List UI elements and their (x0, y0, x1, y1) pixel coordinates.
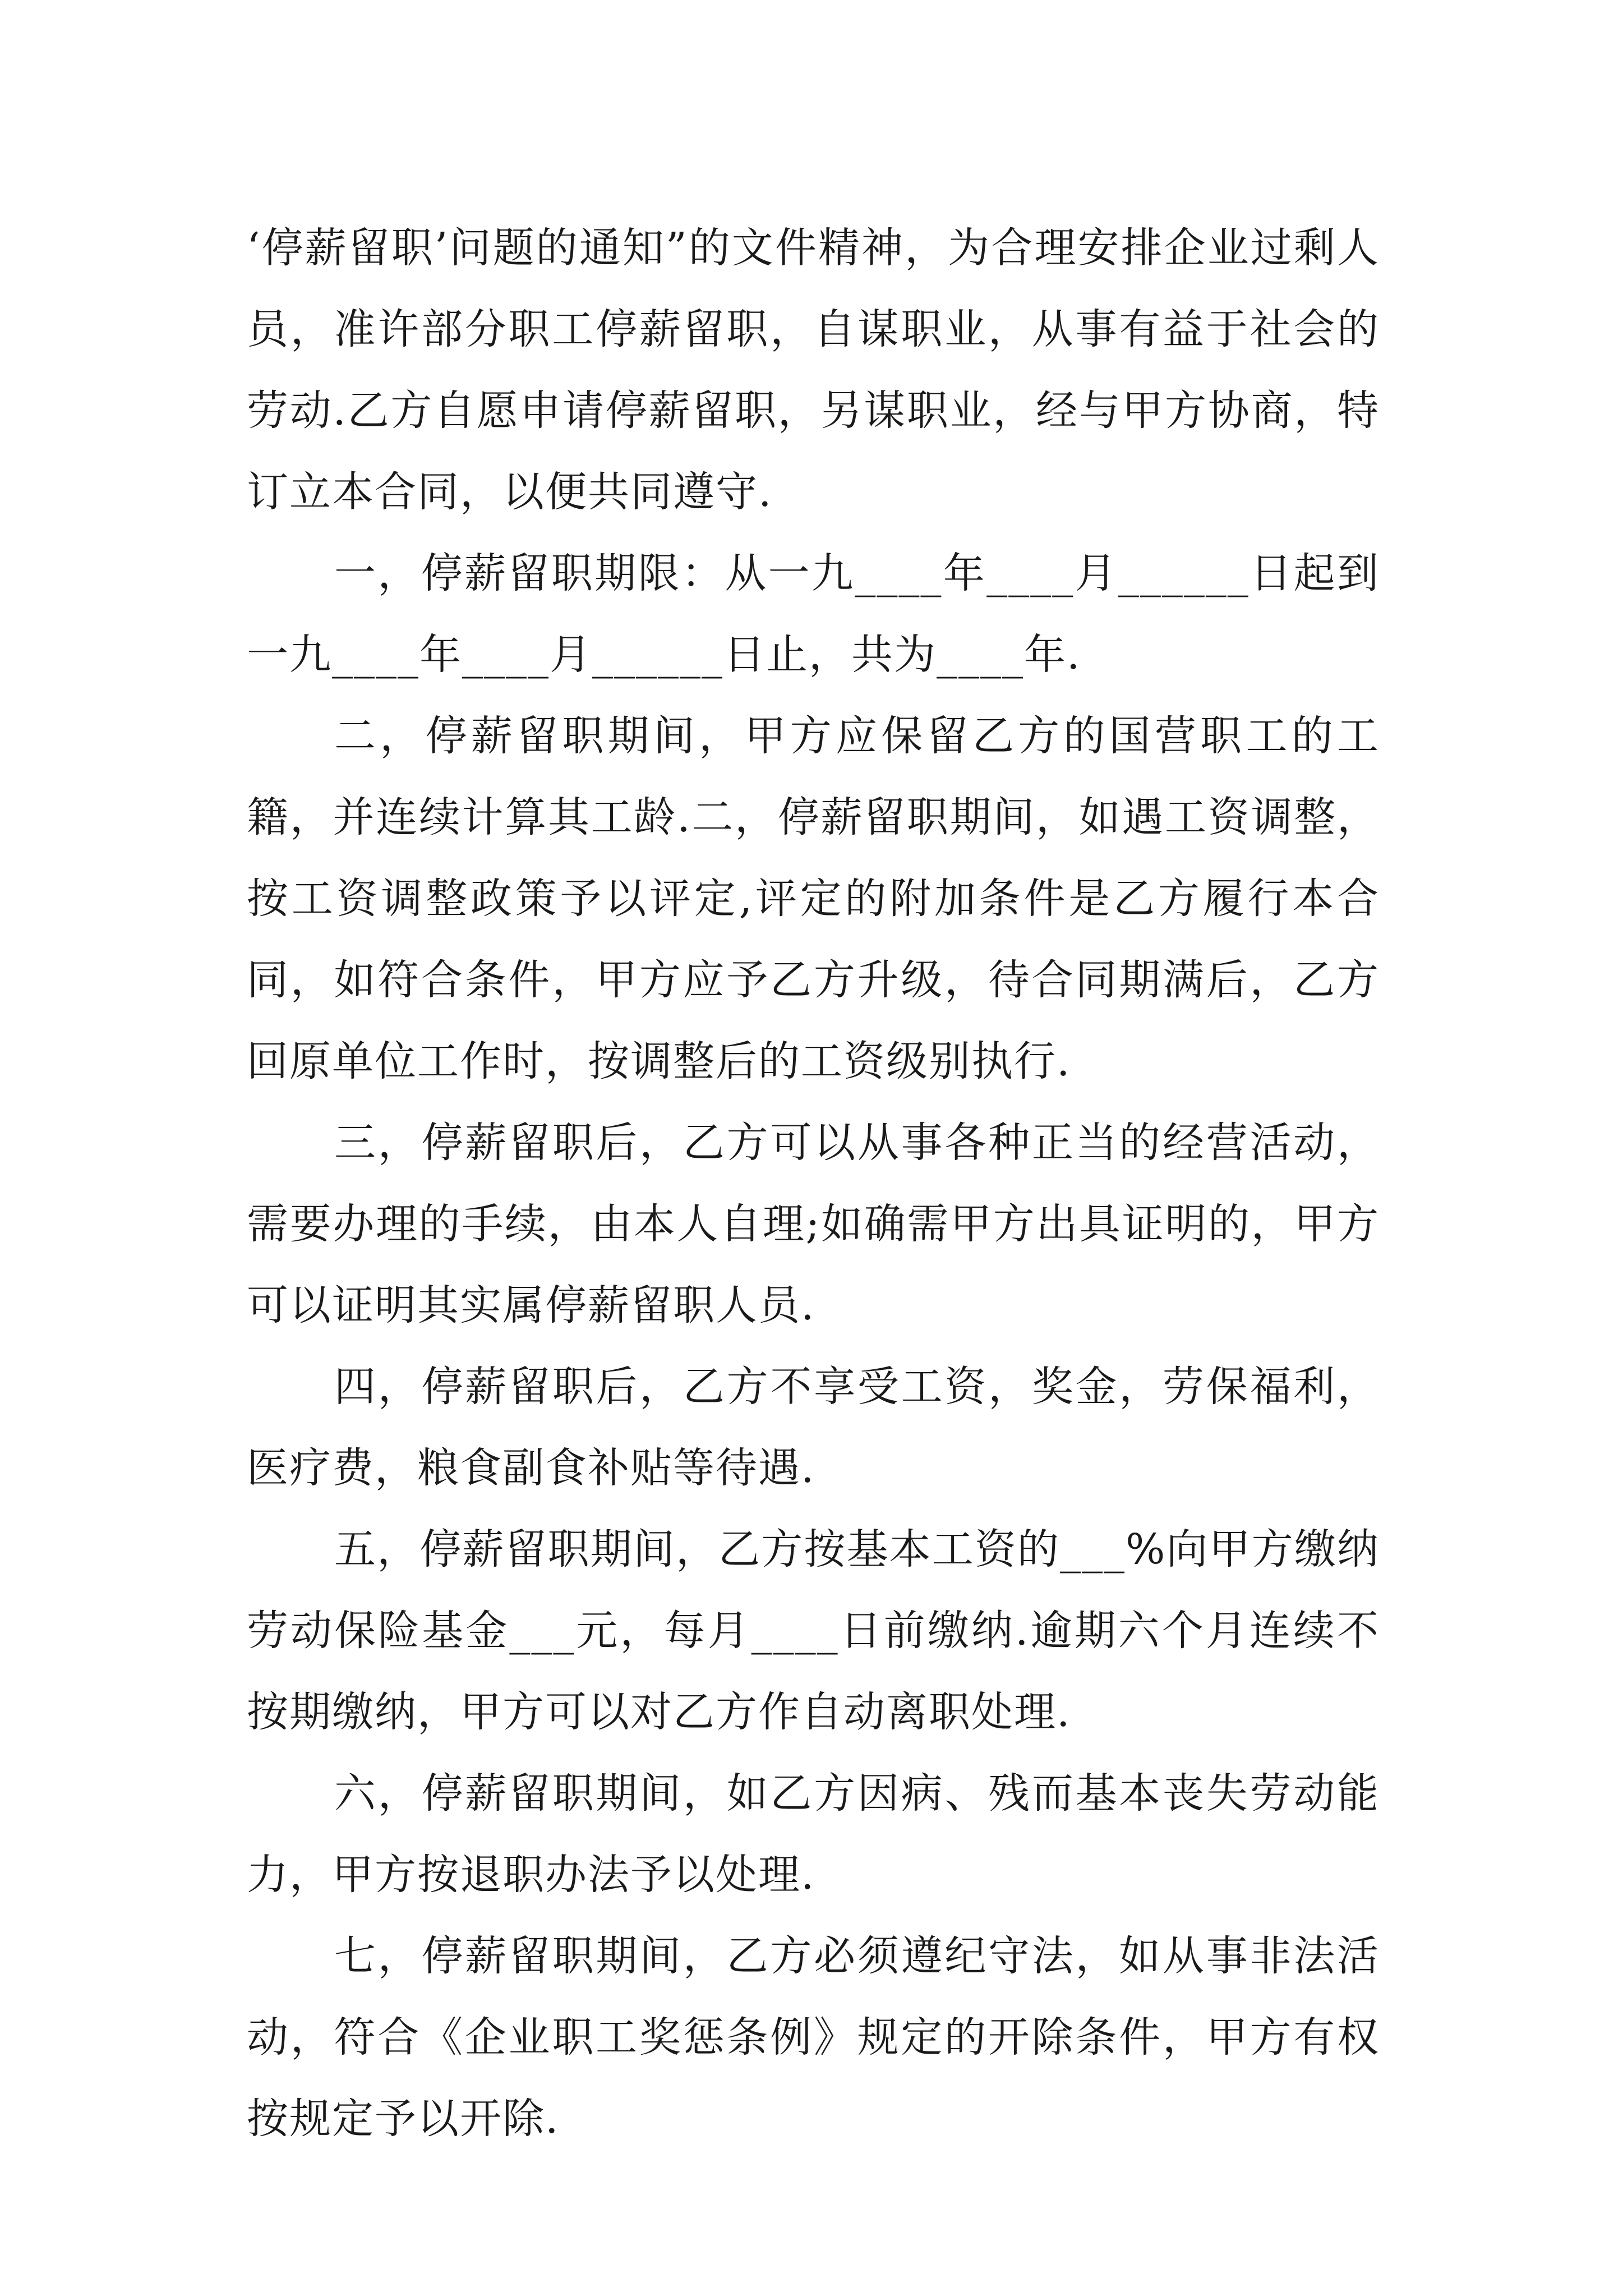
paragraph-clause-1: 一，停薪留职期限：从一九____年____月______日起到一九____年____月______日止，共为____年. (247, 549, 1380, 679)
paragraph-clause-4: 四，停薪留职后，乙方不享受工资，奖金，劳保福利，医疗费，粮食副食补贴等待遇. (247, 1363, 1380, 1492)
paragraph-clause-5: 五，停薪留职期间，乙方按基本工资的___%向甲方缴纳劳动保险基金___元，每月____日前缴纳.逾期六个月连续不按期缴纳，甲方可以对乙方作自动离职处理. (247, 1525, 1380, 1736)
paragraph-preamble: ‘停薪留职’问题的通知”的文件精神，为合理安排企业过剩人员，准许部分职工停薪留职，自谋职业，从事有益于社会的劳动.乙方自愿申请停薪留职，另谋职业，经与甲方协商，特订立本合同，以便共同遵守. (247, 224, 1380, 516)
paragraph-clause-6: 六，停薪留职期间，如乙方因病、残而基本丧失劳动能力，甲方按退职办法予以处理. (247, 1769, 1380, 1899)
paragraph-clause-3: 三，停薪留职后，乙方可以从事各种正当的经营活动，需要办理的手续，由本人自理;如确需甲方出具证明的，甲方可以证明其实属停薪留职人员. (247, 1119, 1380, 1329)
document-body (247, 208, 1380, 2160)
paragraph-clause-7: 七，停薪留职期间，乙方必须遵纪守法，如从事非法活动，符合《企业职工奖惩条例》规定的开除条件，甲方有权按规定予以开除. (247, 1932, 1380, 2143)
paragraph-clause-2: 二，停薪留职期间，甲方应保留乙方的国营职工的工籍，并连续计算其工龄.二，停薪留职期间，如遇工资调整，按工资调整政策予以评定,评定的附加条件是乙方履行本合同，如符合条件，甲方应予乙方升级，待合同期满后，乙方回原单位工作时，按调整后的工资级别执行. (247, 712, 1380, 1085)
